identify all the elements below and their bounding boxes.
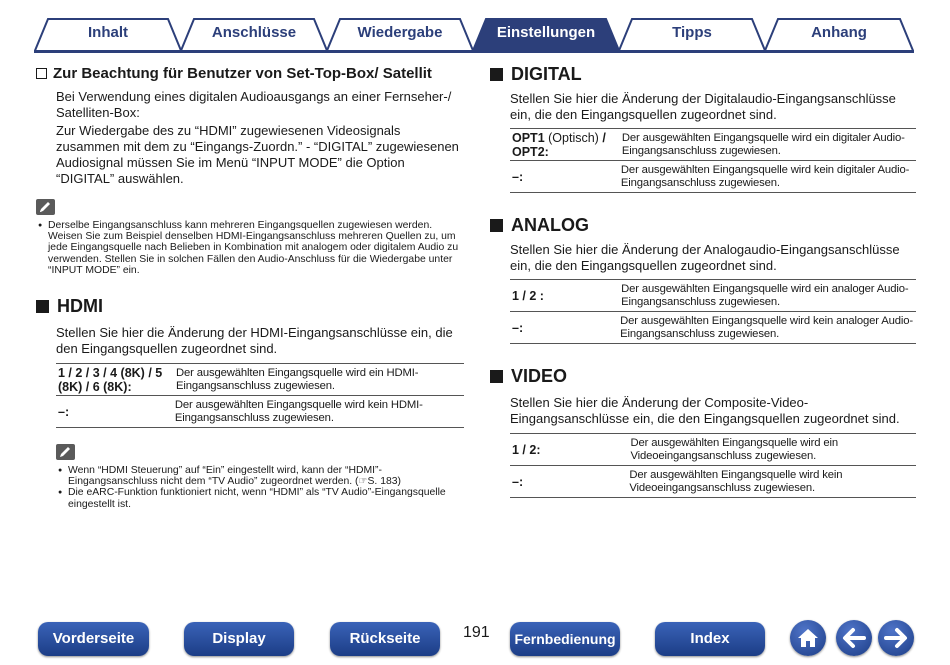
square-bullet-icon <box>490 370 503 383</box>
digital-description: Stellen Sie hier die Änderung der Digitalaudio-Eingangsanschlüsse ein, die den Eingangsquellen zugeordnet sind. <box>510 91 896 122</box>
page-number: 191 <box>463 624 490 641</box>
option-value: Der ausgewählten Eingangsquelle wird kein digitaler Audio-Eingangsanschluss zugewiesen. <box>620 164 910 189</box>
option-key: 1 / 2: <box>512 442 541 457</box>
section-heading-digital: DIGITAL <box>490 64 916 85</box>
note-para: Zur Wiedergabe des zu “HDMI” zugewiesenen Videosignals zusammen mit dem zu “Eingangs-Zuordn.” - “DIGITAL” zugewiesenen Audiosignal müssen Sie im Menü “INPUT MODE” die Option “DIGITAL” auswählen. <box>56 123 459 186</box>
video-table <box>510 433 916 498</box>
table-row <box>510 312 916 344</box>
section-heading-video: VIDEO <box>490 366 916 387</box>
arrow-right-icon[interactable] <box>878 620 914 656</box>
square-bullet-icon <box>36 300 49 313</box>
option-value: Der ausgewählten Eingangsquelle wird kein Videoeingangsanschluss zugewiesen. <box>629 469 843 494</box>
nav-index-button[interactable]: Index <box>655 622 765 656</box>
pencil-icon <box>56 444 75 460</box>
section-heading-hdmi: HDMI <box>36 296 464 317</box>
tab-einstellungen[interactable]: Einstellungen <box>472 17 620 53</box>
option-value: Der ausgewählten Eingangsquelle wird kein analoger Audio-Eingangsanschluss zugewiesen. <box>620 315 914 340</box>
option-key: 1 / 2 / 3 / 4 (8K) / 5 (8K) / 6 (8K): <box>58 365 163 394</box>
right-column <box>490 64 916 498</box>
hdmi-description: Stellen Sie hier die Änderung der HDMI-Eingangsanschlüsse ein, die den Eingangsquellen zugeordnet sind. <box>56 325 453 357</box>
square-bullet-icon <box>490 68 503 81</box>
option-value: Der ausgewählten Eingangsquelle wird ein HDMI-Eingangsanschluss zugewiesen. <box>175 367 419 392</box>
table-row <box>510 280 916 312</box>
hdmi-table <box>56 363 464 428</box>
digital-table <box>510 128 916 193</box>
square-bullet-icon <box>490 219 503 232</box>
tab-inhalt[interactable]: Inhalt <box>34 17 182 53</box>
table-row <box>510 129 916 161</box>
option-value: Der ausgewählten Eingangsquelle wird ein Videoeingangsanschluss zugewiesen. <box>630 437 838 462</box>
option-key: OPT1 (Optisch) / OPT2: <box>512 130 606 159</box>
tip-list <box>36 220 464 276</box>
video-description: Stellen Sie hier die Änderung der Composite-Video-Eingangsanschlüsse ein, die den Eingangsquellen zugeordnet sind. <box>510 395 900 426</box>
table-row <box>56 364 464 396</box>
tip-item: ● Derselbe Eingangsanschluss kann mehreren Eingangsquellen zugewiesen werden. Weisen Sie zum Beispiel denselben HDMI-Eingangsanschluss mehreren Quellen zu, um jede Eingangsquelle nach Belieben in Kombination mit analogem oder digitalem Audio zu verwenden. Stellen Sie in solchen Fällen den Audio-Anschluss für die Wiedergabe unter “INPUT MODE” ein. <box>36 220 464 276</box>
tab-underline <box>34 50 914 53</box>
table-row <box>510 466 916 498</box>
tab-anhang[interactable]: Anhang <box>764 17 914 53</box>
analog-table <box>510 279 916 344</box>
option-key: –: <box>512 320 524 335</box>
option-value: Der ausgewählten Eingangsquelle wird ein analoger Audio-Eingangsanschluss zugewiesen. <box>621 283 909 308</box>
option-value: Der ausgewählten Eingangsquelle wird ein digitaler Audio-Eingangsanschluss zugewiesen. <box>621 132 905 157</box>
arrow-left-icon[interactable] <box>836 620 872 656</box>
tip-item: ● Wenn “HDMI Steuerung” auf “Ein” eingestellt wird, kann der “HDMI”-Eingangsanschluss nicht dem “TV Audio” zugeordnet werden. (☞S. 183) <box>56 465 464 487</box>
left-column <box>36 62 464 510</box>
note-para: Bei Verwendung eines digitalen Audioausgangs an einer Fernseher-/ Satelliten-Box: <box>56 89 452 120</box>
checkbox-icon <box>36 68 47 79</box>
table-row <box>510 434 916 466</box>
home-icon[interactable] <box>790 620 826 656</box>
nav-fernbedienung-button[interactable]: Fernbedienung <box>510 622 620 656</box>
table-row <box>510 161 916 193</box>
tab-wiedergabe[interactable]: Wiedergabe <box>326 17 474 53</box>
option-key: –: <box>58 404 70 419</box>
table-row <box>56 396 464 428</box>
note-body <box>56 89 464 187</box>
section-heading-analog: ANALOG <box>490 215 916 236</box>
reference-icon: ☞ <box>358 476 368 488</box>
tip-item: ● Die eARC-Funktion funktioniert nicht, wenn “HDMI” als “TV Audio”-Eingangsquelle eingestellt ist. <box>56 487 464 509</box>
tab-anschluesse[interactable]: Anschlüsse <box>180 17 328 53</box>
analog-description: Stellen Sie hier die Änderung der Analogaudio-Eingangsanschlüsse ein, die den Eingangsquellen zugeordnet sind. <box>510 242 900 273</box>
pencil-icon <box>36 199 55 215</box>
option-key: –: <box>512 169 524 184</box>
tab-tipps[interactable]: Tipps <box>618 17 766 53</box>
note-heading: Zur Beachtung für Benutzer von Set-Top-Box/ Satellit <box>36 64 464 83</box>
nav-rueckseite-button[interactable]: Rückseite <box>330 622 440 656</box>
nav-vorderseite-button[interactable]: Vorderseite <box>38 622 149 656</box>
option-key: –: <box>512 474 524 489</box>
option-value: Der ausgewählten Eingangsquelle wird kein HDMI-Eingangsanschluss zugewiesen. <box>174 399 423 424</box>
tab-bar <box>34 17 914 53</box>
tip-list <box>56 465 464 510</box>
option-key: 1 / 2 : <box>512 288 544 303</box>
nav-display-button[interactable]: Display <box>184 622 294 656</box>
